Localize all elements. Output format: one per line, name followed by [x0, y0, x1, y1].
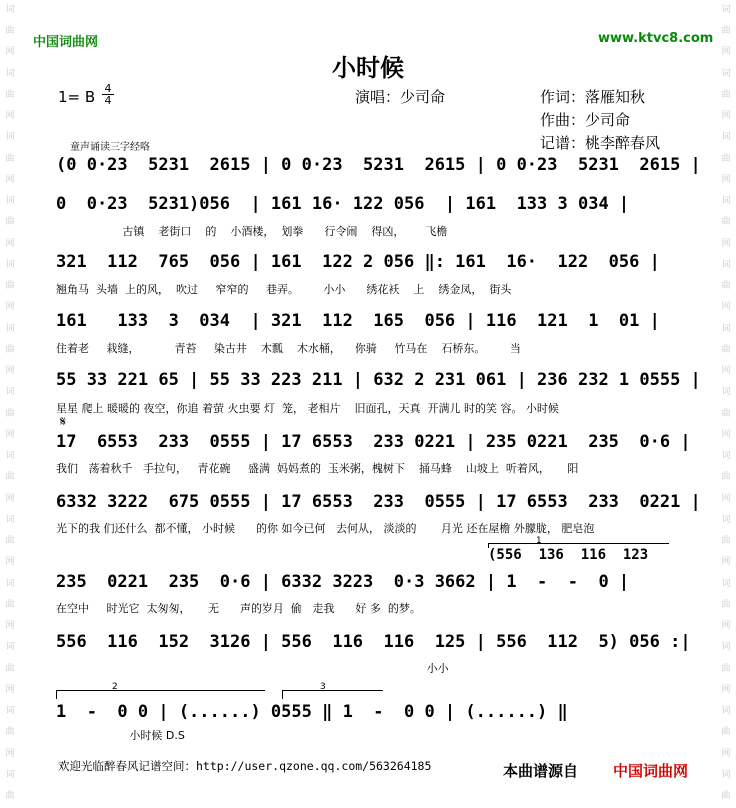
- watermark-char: 网: [721, 621, 731, 632]
- watermark-char: 词: [721, 259, 731, 270]
- lyricist-credit: 作词：落雁知秋: [540, 88, 646, 106]
- watermark-char: 词: [5, 4, 15, 15]
- watermark-char: 网: [721, 557, 731, 568]
- watermark-char: 词: [5, 196, 15, 207]
- singer-credit: 演唱：少司命: [355, 88, 446, 106]
- lyric-line: 翘角马 头墙 上的风， 吹过 窄窄的 巷弄。 小小 绣花袄 上 绣金凤， 街头: [56, 283, 512, 296]
- notation-line: 6332 3222 675 0555 | 17 6553 233 0555 | 17 6553 233 0221 |: [56, 492, 701, 512]
- watermark-char: 网: [5, 111, 15, 122]
- watermark-char: 词: [721, 642, 731, 653]
- source-site[interactable]: 中国词曲网: [613, 762, 689, 780]
- watermark-char: 词: [5, 642, 15, 653]
- key-signature: 1= B: [58, 88, 96, 106]
- watermark-char: 曲: [721, 472, 731, 483]
- notation-line: 1 - 0 0 | (......) 0555 ‖ 1 - 0 0 | (......) ‖: [56, 702, 568, 722]
- watermark-char: 曲: [721, 599, 731, 610]
- watermark-char: 词: [721, 4, 731, 15]
- notation-line: 235 0221 235 0·6 | 6332 3223 0·3 3662 | 1 - - 0 |: [56, 572, 630, 592]
- watermark-char: 曲: [5, 791, 15, 802]
- watermark-char: 曲: [5, 536, 15, 547]
- volta-bracket-2: [56, 690, 265, 699]
- watermark-char: 网: [721, 302, 731, 313]
- lyric-line: 我们 荡着秋千 手拉句， 青花碗 盛满 妈妈煮的 玉米粥，槐树下 捅马蜂 山坡上 听着风， 阳: [56, 462, 579, 475]
- watermark-char: 曲: [5, 89, 15, 100]
- time-signature: [102, 83, 114, 106]
- watermark-char: 曲: [721, 217, 731, 228]
- watermark-char: 词: [5, 514, 15, 525]
- watermark-char: 网: [721, 47, 731, 58]
- watermark-char: 曲: [5, 472, 15, 483]
- watermark-left: [2, 0, 18, 808]
- watermark-char: 词: [721, 514, 731, 525]
- watermark-char: 词: [721, 769, 731, 780]
- watermark-char: 词: [721, 451, 731, 462]
- segno-sign: 𝄋: [60, 414, 67, 430]
- watermark-char: 曲: [5, 663, 15, 674]
- watermark-char: 网: [5, 557, 15, 568]
- watermark-char: 词: [5, 132, 15, 143]
- bracket-phrase: (556 136 116 123: [488, 547, 649, 563]
- watermark-char: 曲: [721, 153, 731, 164]
- watermark-char: 词: [5, 769, 15, 780]
- time-top: 4: [104, 82, 112, 95]
- watermark-char: 曲: [5, 281, 15, 292]
- watermark-char: 曲: [721, 536, 731, 547]
- watermark-char: 曲: [721, 663, 731, 674]
- watermark-char: 曲: [5, 153, 15, 164]
- watermark-char: 网: [721, 366, 731, 377]
- lyric-line: 小时候 D.S: [56, 729, 185, 742]
- watermark-char: 词: [5, 578, 15, 589]
- site-url-right[interactable]: www.ktvc8.com: [598, 31, 714, 46]
- watermark-char: 曲: [721, 281, 731, 292]
- time-bottom: 4: [102, 94, 114, 106]
- volta-number-3: 3: [320, 682, 326, 692]
- watermark-char: 网: [721, 174, 731, 185]
- watermark-char: 曲: [5, 26, 15, 37]
- volta-number-2: 2: [112, 682, 118, 692]
- watermark-char: 网: [721, 748, 731, 759]
- watermark-char: 曲: [5, 344, 15, 355]
- watermark-char: 网: [5, 238, 15, 249]
- notation-line: 321 112 765 056 | 161 122 2 056 ‖: 161 16· 122 056 |: [56, 252, 660, 272]
- watermark-char: 曲: [5, 408, 15, 419]
- watermark-char: 网: [5, 174, 15, 185]
- watermark-char: 词: [5, 706, 15, 717]
- composer-credit: 作曲：少司命: [540, 111, 631, 129]
- notation-line: 556 116 152 3126 | 556 116 116 125 | 556 112 5) 056 :|: [56, 632, 691, 652]
- notation-line: 55 33 221 65 | 55 33 223 211 | 632 2 231 061 | 236 232 1 0555 |: [56, 370, 701, 390]
- lyric-line: 小小: [56, 662, 449, 675]
- watermark-char: 曲: [721, 727, 731, 738]
- watermark-char: 词: [5, 387, 15, 398]
- watermark-char: 曲: [5, 727, 15, 738]
- watermark-char: 曲: [721, 344, 731, 355]
- volta-bracket-3: [282, 690, 383, 699]
- watermark-char: 网: [5, 429, 15, 440]
- watermark-char: 词: [5, 451, 15, 462]
- watermark-char: 网: [5, 366, 15, 377]
- song-title: 小时候: [332, 54, 404, 82]
- watermark-char: 词: [721, 68, 731, 79]
- watermark-char: 词: [721, 706, 731, 717]
- lyric-line: 在空中 时光它 太匆匆， 无 声的岁月 偷 走我 好 多 的梦。: [56, 602, 421, 615]
- lyric-line: 住着老 栽缝， 青苔 染古井 木瓢 木水桶， 你骑 竹马在 石桥东。 当: [56, 342, 521, 355]
- watermark-char: 曲: [721, 408, 731, 419]
- watermark-char: 曲: [5, 217, 15, 228]
- watermark-char: 网: [721, 429, 731, 440]
- source-label: 本曲谱源自: [503, 762, 579, 780]
- watermark-char: 网: [721, 684, 731, 695]
- watermark-char: 曲: [721, 26, 731, 37]
- watermark-char: 网: [5, 47, 15, 58]
- intro-annotation: 童声诵读三字经咯: [70, 142, 150, 153]
- watermark-char: 曲: [721, 89, 731, 100]
- lyric-line: 光下的我 们还什么 都不懂， 小时候 的你 如今已何 去何从， 淡淡的 月光 还在屋檐 外朦胧， 肥皂泡: [56, 522, 595, 535]
- watermark-char: 词: [5, 323, 15, 334]
- watermark-char: 词: [721, 578, 731, 589]
- site-name-left[interactable]: 中国词曲网: [33, 35, 99, 50]
- footer-note: 欢迎光临醉春风记谱空间：http://user.qzone.qq.com/563264185: [58, 759, 432, 773]
- watermark-char: 词: [721, 196, 731, 207]
- watermark-char: 曲: [5, 599, 15, 610]
- notation-line: 17 6553 233 0555 | 17 6553 233 0221 | 235 0221 235 0·6 |: [56, 432, 691, 452]
- watermark-char: 网: [5, 302, 15, 313]
- notation-line: 161 133 3 034 | 321 112 165 056 | 116 121 1 01 |: [56, 311, 660, 331]
- watermark-char: 网: [5, 748, 15, 759]
- watermark-char: 网: [5, 621, 15, 632]
- watermark-right: [718, 0, 734, 808]
- watermark-char: 网: [721, 493, 731, 504]
- watermark-char: 网: [721, 111, 731, 122]
- watermark-char: 词: [721, 323, 731, 334]
- watermark-char: 曲: [721, 791, 731, 802]
- watermark-char: 词: [721, 387, 731, 398]
- transcriber-credit: 记谱：桃李醉春风: [540, 134, 661, 152]
- volta-bracket-1: [488, 543, 669, 548]
- lyric-line: 古镇 老街口 的 小酒楼， 划拳 行令闹 得凶， 飞檐: [56, 225, 448, 238]
- notation-line: (0 0·23 5231 2615 | 0 0·23 5231 2615 | 0 0·23 5231 2615 |: [56, 155, 701, 175]
- notation-line: 0 0·23 5231)056 | 161 16· 122 056 | 161 133 3 034 |: [56, 194, 630, 214]
- watermark-char: 词: [721, 132, 731, 143]
- watermark-char: 网: [5, 493, 15, 504]
- watermark-char: 词: [5, 68, 15, 79]
- volta-number-1: 1: [536, 536, 542, 546]
- lyric-line: 星星 爬上 暖暖的 夜空，你追 着萤 火虫要 灯 笼， 老相片 旧面孔，天真 开满儿 时的笑 容。 小时候: [56, 402, 559, 415]
- watermark-char: 网: [5, 684, 15, 695]
- watermark-char: 词: [5, 259, 15, 270]
- watermark-char: 网: [721, 238, 731, 249]
